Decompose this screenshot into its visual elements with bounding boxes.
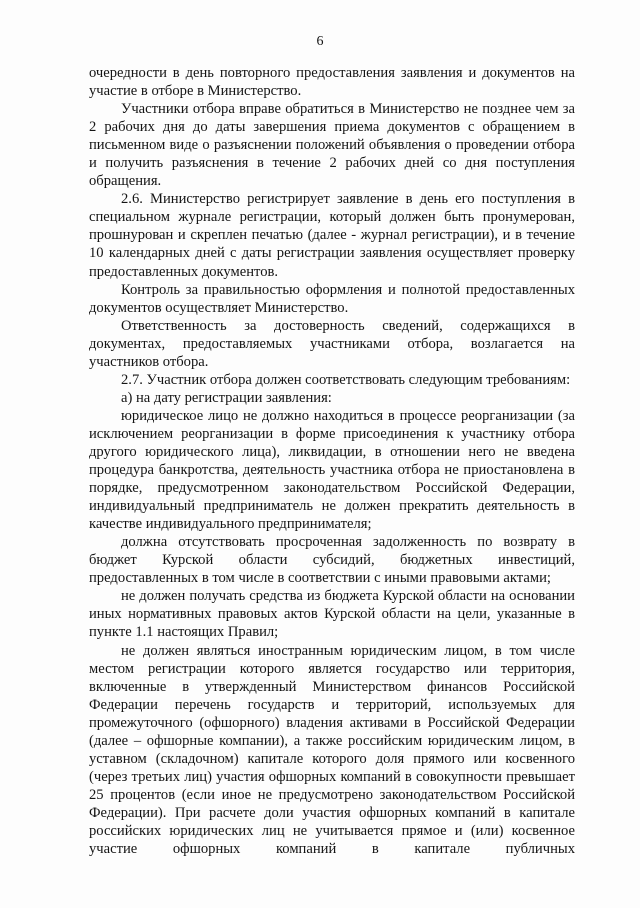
- paragraph-item-a: а) на дату регистрации заявления:: [121, 389, 332, 406]
- paragraph-2-7-requirements: 2.7. Участник отбора должен соответствовать следующим требованиям:: [121, 371, 571, 388]
- page-number: 6: [316, 34, 324, 49]
- paragraph-no-debt: должна отсутствовать просроченная задолженность по возврату в бюджет Курской области субсидий, бюджетных инвестиций, предоставленных в том числе в соответствии с иными правовыми актами;: [89, 534, 575, 587]
- paragraph-responsibility: Ответственность за достоверность сведений, содержащихся в документах, предоставляемых участниками отбора, возлагается на участников отбора.: [89, 317, 575, 370]
- paragraph-offshore: не должен являться иностранным юридическим лицом, в том числе местом регистрации которого является государство или территория, включенные в утвержденный Министерством финансов Российской Федерации перечень государств и территорий, используемых для промежуточного (офшорного) владения активами в Российской Федерации (далее – офшорные компании), а также российским юридическим лицом, в уставном (складочном) капитале которого доля прямого или косвенного (через третьих лиц) участия офшорных компаний в совокупности превышает 25 процентов (если иное не предусмотрено законодательством Российской Федерации). При расчете доли участия офшорных компаний в капитале российских юридических лиц не учитывается прямое и (или) косвенное участие офшорных компаний в капитале публичных: [89, 642, 575, 858]
- paragraph-2-6-registration: 2.6. Министерство регистрирует заявление в день его поступления в специальном журнале регистрации, который должен быть пронумерован, прошнурован и скреплен печатью (далее - журнал регистрации), и в течение 10 календарных дней с даты регистрации заявления осуществляет проверку предоставленных документов.: [89, 191, 575, 280]
- paragraph-control: Контроль за правильностью оформления и полнотой предоставленных документов осуществляет Министерство.: [89, 281, 575, 316]
- paragraph-no-other-funding: не должен получать средства из бюджета Курской области на основании иных нормативных правовых актов Курской области на цели, указанные в пункте 1.1 настоящих Правил;: [89, 588, 575, 641]
- paragraph-clarification-request: Участники отбора вправе обратиться в Министерство не позднее чем за 2 рабочих дня до даты завершения приема документов с обращением в письменном виде о разъяснении положений объявления о проведении отбора и получить разъяснения в течение 2 рабочих дней со дня поступления обращения.: [89, 101, 575, 190]
- body-text: [89, 64, 575, 858]
- paragraph-reorganization: юридическое лицо не должно находиться в процессе реорганизации (за исключением реорганизации в форме присоединения к участнику отбора другого юридического лица), ликвидации, в отношении него не введена процедура банкротства, деятельность участника отбора не приостановлена в порядке, предусмотренном законодательством Российской Федерации, индивидуальный предприниматель не должен прекратить деятельность в качестве индивидуального предпринимателя;: [89, 407, 575, 533]
- paragraph-continuation: очередности в день повторного предоставления заявления и документов на участие в отборе в Министерство.: [89, 65, 575, 100]
